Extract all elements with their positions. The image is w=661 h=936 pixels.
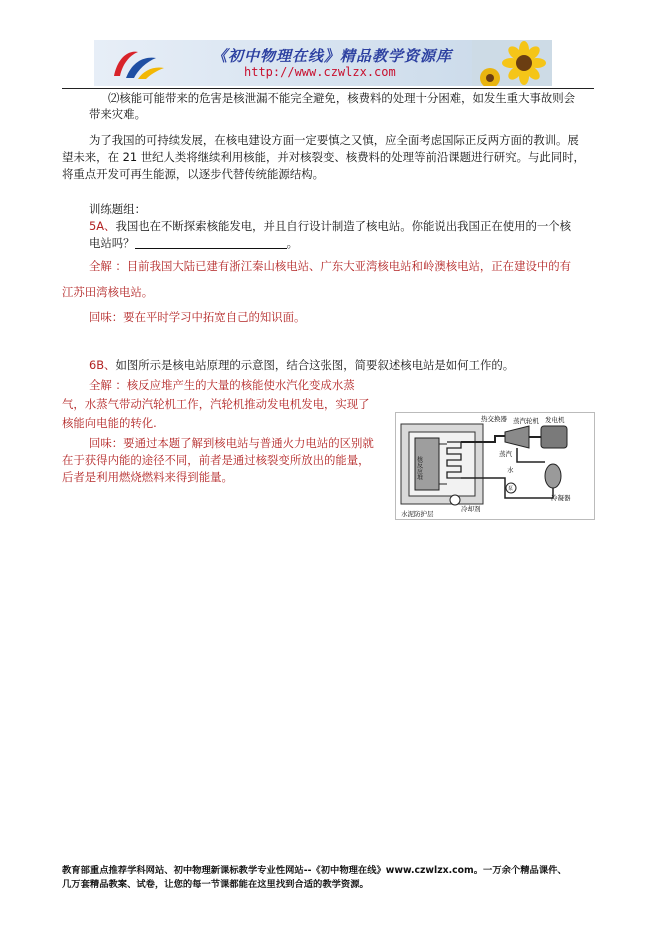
generator-shape bbox=[541, 426, 567, 448]
header-banner bbox=[94, 40, 552, 86]
label-shield: 水泥防护层 bbox=[401, 510, 434, 518]
label-water: 水 bbox=[507, 466, 514, 474]
paragraph-2-line-3: 将重点开发可再生能源，以逐步代替传统能源结构。 bbox=[62, 167, 324, 181]
page-footer bbox=[62, 864, 602, 892]
answer-blank[interactable] bbox=[135, 236, 287, 249]
question-5-line-2 bbox=[89, 235, 298, 251]
banner-title: 《初中物理在线》精品教学资源库 bbox=[212, 47, 453, 65]
question-5-number: 5A、 bbox=[89, 219, 116, 233]
header-rule bbox=[62, 88, 594, 89]
sunflower-icon bbox=[472, 40, 552, 86]
site-logo-icon bbox=[108, 46, 168, 82]
coolant-pump-icon bbox=[450, 495, 460, 505]
question-5-line-1 bbox=[89, 218, 571, 234]
question-6-line bbox=[89, 357, 514, 373]
label-turbine: 蒸汽轮机 bbox=[513, 417, 539, 425]
paragraph-2-line-1: 为了我国的可持续发展，在核电建设方面一定要慎之又慎，应全面考虑国际正反两方面的教训。展 bbox=[89, 133, 579, 147]
paragraph-1-line-1: ⑵核能可能带来的危害是核泄漏不能完全避免，核费料的处理十分困难，如发生重大事故则会 bbox=[108, 91, 576, 105]
question-6-review-line-1: 回味：要通过本题了解到核电站与普通火力电站的区别就 bbox=[89, 436, 374, 450]
question-6-number: 6B、 bbox=[89, 358, 116, 372]
question-5-text: 我国也在不断探索核能发电，并且自行设计制造了核电站。你能说出我国正在使用的一个核 bbox=[115, 219, 572, 233]
question-6-text: 如图所示是核电站原理的示意图，结合这张图，简要叙述核电站是如何工作的。 bbox=[115, 358, 515, 372]
question-5-answer-line-2: 江苏田湾核电站。 bbox=[62, 285, 154, 299]
label-generator: 发电机 bbox=[545, 416, 565, 424]
condenser-shape bbox=[545, 464, 561, 488]
question-5-review: 回味：要在平时学习中拓宽自己的知识面。 bbox=[89, 310, 306, 324]
question-6-review-line-3: 后者是利用燃烧燃料来得到能量。 bbox=[62, 470, 233, 484]
question-6-review-line-2: 在于获得内能的途径不同，前者是通过核裂变所放出的能量， bbox=[62, 453, 370, 467]
question-5-prompt: 电站吗？ bbox=[89, 236, 135, 250]
label-steam: 蒸汽 bbox=[499, 450, 512, 458]
label-pump: 泵 bbox=[508, 486, 514, 492]
label-condenser: 冷凝器 bbox=[551, 494, 571, 502]
banner-url[interactable]: http://www.czwlzx.com bbox=[244, 65, 396, 79]
label-heat-exchanger: 热交换器 bbox=[481, 415, 507, 423]
question-5-answer-line-1: 全解 ：目前我国大陆已建有浙江秦山核电站、广东大亚湾核电站和岭澳核电站，正在建设中的有 bbox=[89, 259, 572, 273]
question-6-answer-line-2: 气，水蒸气带动汽轮机工作，汽轮机推动发电机发电，实现了 bbox=[62, 397, 370, 411]
paragraph-2-line-2: 望未来，在 21 世纪人类将继续利用核能，并对核裂变、核费料的处理等前沿课题进行研究。与此同时， bbox=[62, 150, 585, 164]
question-5-end: 。 bbox=[286, 236, 298, 250]
footer-line-2: 几万套精品教案、试卷，让您的每一节课都能在这里找到合适的教学资源。 bbox=[62, 879, 369, 890]
footer-line-1: 教育部重点推荐学科网站、初中物理新课标教学专业性网站--《初中物理在线》www.czwlzx.com。一万余个精品课件、 bbox=[62, 865, 567, 876]
label-coolant: 冷却剂 bbox=[461, 505, 481, 513]
question-6-answer-line-3: 核能向电能的转化. bbox=[62, 416, 157, 430]
question-6-answer-line-1: 全解 ：核反应堆产生的大量的核能使水汽化变成水蒸 bbox=[89, 378, 355, 392]
nuclear-plant-diagram bbox=[395, 412, 595, 520]
paragraph-1-line-2: 带来灾难。 bbox=[89, 107, 146, 121]
reactor-label: 核反应堆 bbox=[415, 456, 423, 480]
exercise-heading: 训练题组： bbox=[89, 202, 146, 216]
